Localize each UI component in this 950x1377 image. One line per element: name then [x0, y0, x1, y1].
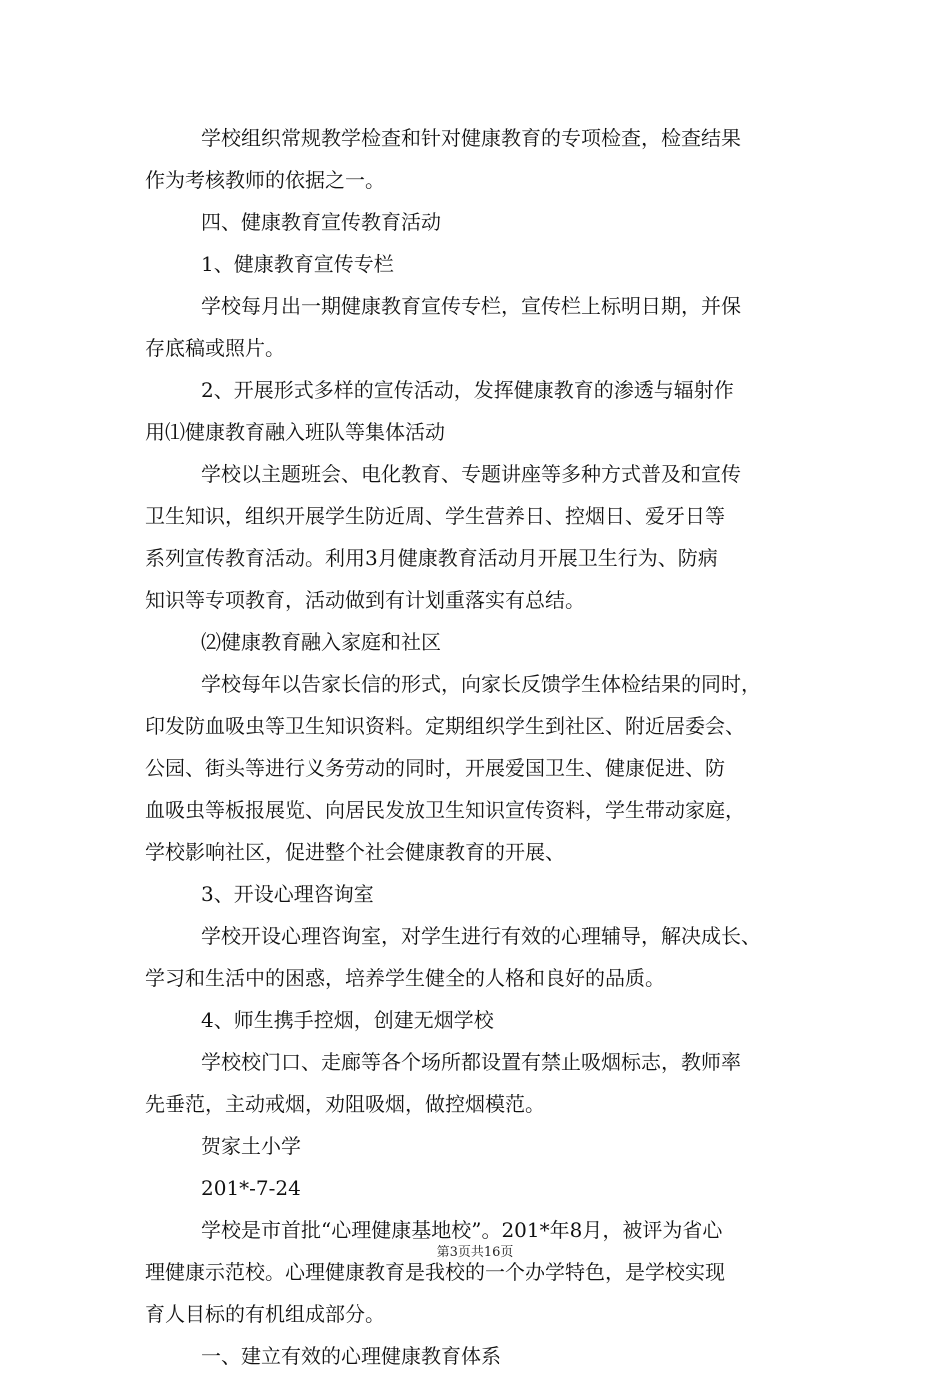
text-line: 学校组织常规教学检查和针对健康教育的专项检查，检查结果 [201, 126, 741, 150]
subsection-heading: ⑵健康教育融入家庭和社区 [201, 630, 441, 654]
text-line: 学习和生活中的困惑，培养学生健全的人格和良好的品质。 [145, 966, 665, 990]
page-number: 第3页共16页 [436, 1245, 514, 1260]
text-line: 学校校门口、走廊等各个场所都设置有禁止吸烟标志，教师率 [201, 1050, 741, 1074]
text-line: 公园、街头等进行义务劳动的同时，开展爱国卫生、健康促进、防 [145, 756, 725, 780]
section-heading: 一、建立有效的心理健康教育体系 [201, 1344, 501, 1368]
text-line: 存底稿或照片。 [145, 336, 285, 360]
text-line: 先垂范，主动戒烟，劝阻吸烟，做控烟模范。 [145, 1092, 545, 1116]
document-body [145, 117, 825, 1377]
text-line: 卫生知识，组织开展学生防近周、学生营养日、控烟日、爱牙日等 [145, 504, 725, 528]
text-line: 学校以主题班会、电化教育、专题讲座等多种方式普及和宣传 [201, 462, 741, 486]
signature-date: 201*-7-24 [201, 1176, 301, 1200]
page-footer [0, 1245, 950, 1261]
text-line: 学校影响社区，促进整个社会健康教育的开展、 [145, 840, 565, 864]
text-line: 系列宣传教育活动。利用3月健康教育活动月开展卫生行为、防病 [145, 546, 718, 570]
subsection-heading: 1、健康教育宣传专栏 [201, 252, 394, 276]
subsection-heading: 3、开设心理咨询室 [201, 882, 374, 906]
text-line: 理健康示范校。心理健康教育是我校的一个办学特色，是学校实现 [145, 1260, 725, 1284]
text-line: 知识等专项教育，活动做到有计划重落实有总结。 [145, 588, 585, 612]
subsection-heading: 4、师生携手控烟，创建无烟学校 [201, 1008, 494, 1032]
text-line: 学校是市首批“心理健康基地校”。201*年8月，被评为省心 [201, 1218, 723, 1242]
text-line: 印发防血吸虫等卫生知识资料。定期组织学生到社区、附近居委会、 [145, 714, 745, 738]
text-line: 作为考核教师的依据之一。 [145, 168, 385, 192]
text-line: 学校每年以告家长信的形式，向家长反馈学生体检结果的同时， [201, 672, 761, 696]
text-line: 学校每月出一期健康教育宣传专栏，宣传栏上标明日期，并保 [201, 294, 741, 318]
text-line: 血吸虫等板报展览、向居民发放卫生知识宣传资料，学生带动家庭， [145, 798, 745, 822]
text-line: 用⑴健康教育融入班队等集体活动 [145, 420, 445, 444]
text-line: 育人目标的有机组成部分。 [145, 1302, 385, 1326]
section-heading: 四、健康教育宣传教育活动 [201, 210, 441, 234]
signature-school: 贺家土小学 [201, 1134, 301, 1158]
text-line: 学校开设心理咨询室，对学生进行有效的心理辅导，解决成长、 [201, 924, 761, 948]
subsection-heading: 2、开展形式多样的宣传活动，发挥健康教育的渗透与辐射作 [201, 378, 734, 402]
